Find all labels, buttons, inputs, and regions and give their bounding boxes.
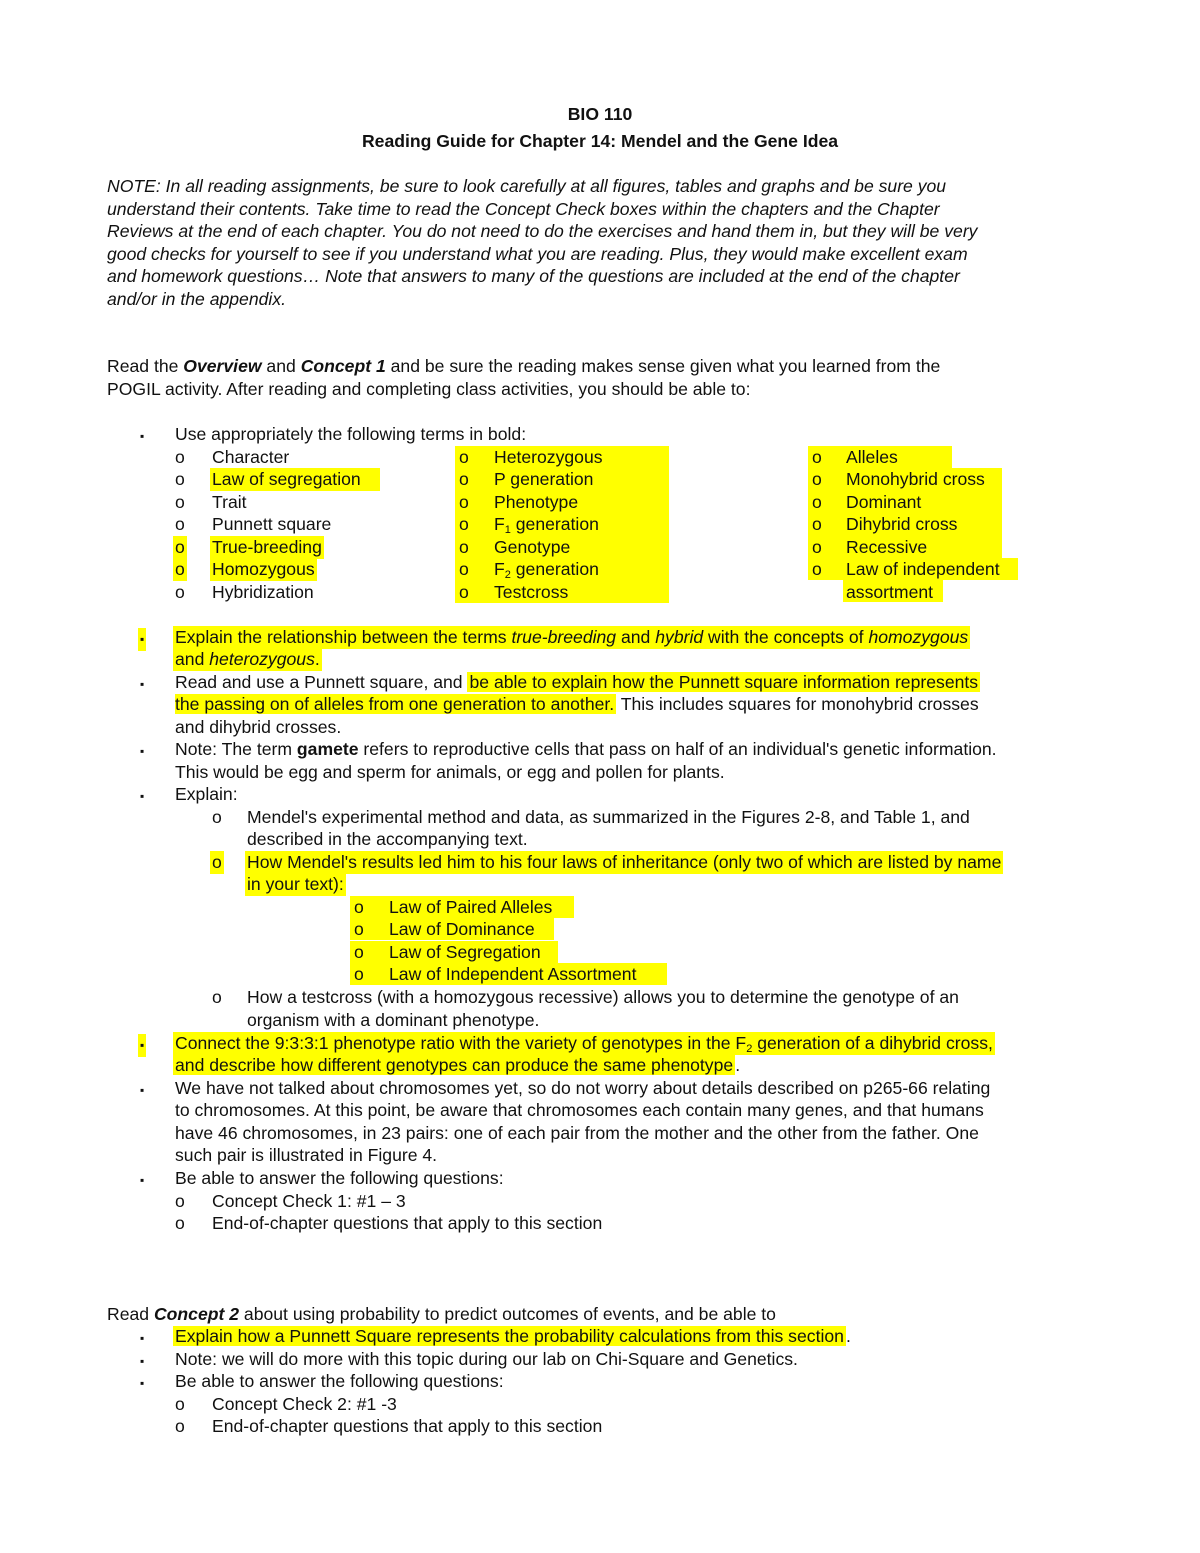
note-line: understand their contents. Take time to read the Concept Check boxes within the chapters and the Chapter	[107, 198, 940, 219]
note-line: NOTE: In all reading assignments, be sure to look carefully at all figures, tables and graphs and be sure you	[107, 176, 947, 196]
law-paired-alleles: Law of Paired Alleles	[389, 897, 553, 917]
sub-marker: o	[212, 807, 222, 827]
sub-marker: o	[459, 492, 469, 512]
term-recessive: Recessive	[846, 537, 928, 557]
term-dominant: Dominant	[846, 492, 922, 512]
chrom-line: such pair is illustrated in Figure 4.	[175, 1145, 438, 1165]
explain-relationship-line2: and heterozygous.	[175, 649, 320, 669]
note-line: Reviews at the end of each chapter. You do not need to do the exercises and hand them in, but they will be very	[107, 221, 978, 241]
bullet-marker: ▪	[138, 1034, 146, 1057]
intro-text: and be sure the reading makes sense given what you learned from the	[385, 356, 941, 376]
bullet-marker: ▪	[140, 1173, 145, 1187]
term-punnett-square: Punnett square	[212, 514, 332, 534]
explain-relationship-line1: Explain the relationship between the terms true-breeding and hybrid with the concepts of homozygous	[175, 627, 969, 647]
sub-marker: o	[459, 537, 469, 557]
sub-marker: o	[354, 964, 364, 984]
sub-marker: o	[175, 582, 185, 602]
sub-marker: o	[354, 919, 364, 939]
term-testcross: Testcross	[494, 582, 569, 602]
explain-label: Explain:	[175, 784, 238, 804]
gamete-line1: Note: The term gamete refers to reproductive cells that pass on half of an individual's genetic information.	[175, 739, 997, 759]
overview-term: Overview	[183, 356, 262, 376]
term-genotype: Genotype	[494, 537, 571, 557]
sub-marker: o	[812, 492, 822, 512]
answer1-item: End-of-chapter questions that apply to this section	[212, 1213, 603, 1233]
bullet-marker: ▪	[140, 1331, 145, 1345]
term-hybridization: Hybridization	[212, 582, 314, 602]
term-dihybrid-cross: Dihybrid cross	[846, 514, 958, 534]
chrom-line: have 46 chromosomes, in 23 pairs: one of each pair from the mother and the other from the father. One	[175, 1123, 979, 1143]
terms-intro: Use appropriately the following terms in bold:	[175, 424, 527, 444]
law-segregation: Law of Segregation	[389, 942, 541, 962]
sub-marker: o	[175, 537, 185, 557]
punnett-line1: Read and use a Punnett square, and be able to explain how the Punnett square information represents	[175, 672, 979, 692]
sub-marker: o	[812, 537, 822, 557]
term-phenotype: Phenotype	[494, 492, 579, 512]
note-line: good checks for yourself to see if you understand what you are reading. Plus, they would make excellent exam	[107, 243, 968, 264]
gamete-line2: This would be egg and sperm for animals, or egg and pollen for plants.	[175, 762, 725, 782]
chrom-line: We have not talked about chromosomes yet, so do not worry about details described on p265-66 relating	[175, 1078, 991, 1098]
sub-marker: o	[175, 1416, 185, 1436]
explain-laws-line1: How Mendel's results led him to his four laws of inheritance (only two of which are listed by name	[247, 852, 1002, 872]
term-true-breeding: True-breeding	[212, 537, 322, 557]
term-f2-generation: $F_2$ generation	[494, 559, 599, 581]
testcross-line2: organism with a dominant phenotype.	[247, 1010, 540, 1030]
explain-method-line1: Mendel's experimental method and data, as summarized in the Figures 2-8, and Table 1, and	[247, 807, 970, 827]
sub-marker: o	[812, 559, 822, 579]
sub-marker: o	[459, 582, 469, 602]
sub-marker: o	[459, 559, 469, 579]
intro-text: and	[261, 356, 301, 376]
note-paragraph	[107, 175, 1097, 310]
ratio-line1: Connect the 9:3:3:1 phenotype ratio with the variety of genotypes in the $F_2$ generation of a dihybrid cross,	[175, 1033, 993, 1055]
explain-laws-line2: in your text):	[247, 874, 344, 894]
c2-bullet3: Be able to answer the following questions:	[175, 1371, 504, 1391]
sub-marker: o	[354, 897, 364, 917]
ratio-line2: and describe how different genotypes can produce the same phenotype .	[175, 1055, 741, 1075]
sub-marker: o	[175, 447, 185, 467]
sub-marker: o	[175, 492, 185, 512]
punnett-line2: the passing on of alleles from one generation to another. This includes squares for monohybrid crosses	[175, 694, 979, 714]
c2-item: Concept Check 2: #1 -3	[212, 1394, 397, 1414]
answer1-label: Be able to answer the following questions:	[175, 1168, 504, 1188]
sub-marker: o	[212, 852, 222, 872]
sub-marker: o	[812, 447, 822, 467]
intro-concept1-line1	[107, 355, 940, 378]
term-trait: Trait	[212, 492, 247, 512]
c2-bullet1: Explain how a Punnett Square represents the probability calculations from this section .	[175, 1326, 851, 1346]
intro-concept2: Read Concept 2 about using probability to predict outcomes of events, and be able to	[107, 1304, 776, 1324]
term-homozygous: Homozygous	[212, 559, 315, 579]
sub-marker: o	[459, 514, 469, 534]
sub-marker: o	[459, 469, 469, 489]
bullet-marker: ▪	[140, 789, 145, 803]
sub-marker: o	[812, 469, 822, 489]
bullet-marker: ▪	[140, 677, 145, 691]
term-law-of-segregation: Law of segregation	[210, 468, 380, 491]
term-f1-generation: $F_1$ generation	[494, 514, 599, 536]
note-line: and homework questions… Note that answers to many of the questions are included at the end of the chapter	[107, 266, 960, 286]
term-heterozygous: Heterozygous	[494, 447, 603, 467]
note-line: and/or in the appendix.	[107, 288, 287, 309]
term-assortment: assortment	[846, 582, 934, 602]
law-dominance: Law of Dominance	[389, 919, 535, 939]
bullet-marker: ▪	[140, 429, 145, 443]
sub-marker: o	[812, 514, 822, 534]
sub-marker: o	[212, 987, 222, 1007]
punnett-line3: and dihybrid crosses.	[175, 717, 342, 737]
sub-marker: o	[175, 1394, 185, 1414]
term-monohybrid-cross: Monohybrid cross	[846, 469, 985, 489]
c2-bullet2: Note: we will do more with this topic during our lab on Chi-Square and Genetics.	[175, 1349, 798, 1369]
concept1-term: Concept 1	[300, 356, 386, 376]
term-law-of-independent: Law of independent	[846, 559, 1000, 579]
bullet-marker: ▪	[140, 1354, 145, 1368]
term-alleles: Alleles	[846, 447, 898, 467]
explain-method-line2: described in the accompanying text.	[247, 829, 528, 849]
bullet-marker: ▪	[140, 744, 145, 758]
sub-marker: o	[459, 447, 469, 467]
intro-concept1-line2: POGIL activity. After reading and completing class activities, you should be able to:	[107, 379, 751, 399]
term-p-generation: P generation	[494, 469, 594, 489]
law-independent-assortment: Law of Independent Assortment	[389, 964, 637, 984]
bullet-marker: ▪	[138, 628, 146, 651]
answer1-item: Concept Check 1: #1 – 3	[212, 1191, 406, 1211]
sub-marker: o	[175, 1213, 185, 1233]
c2-item: End-of-chapter questions that apply to this section	[212, 1416, 603, 1436]
intro-text: Read the	[107, 356, 184, 376]
bullet-marker: ▪	[140, 1083, 145, 1097]
page-title: Reading Guide for Chapter 14: Mendel and the Gene Idea	[361, 131, 839, 151]
bullet-marker: ▪	[140, 1376, 145, 1390]
sub-marker: o	[175, 514, 185, 534]
testcross-line1: How a testcross (with a homozygous recessive) allows you to determine the genotype of an	[247, 987, 959, 1007]
sub-marker: o	[175, 559, 185, 579]
sub-marker: o	[175, 1191, 185, 1211]
course-code: BIO 110	[567, 104, 633, 124]
chrom-line: to chromosomes. At this point, be aware that chromosomes each contain many genes, and that humans	[175, 1100, 984, 1120]
sub-marker: o	[354, 942, 364, 962]
sub-marker: o	[175, 469, 185, 489]
term-character: Character	[212, 447, 290, 467]
